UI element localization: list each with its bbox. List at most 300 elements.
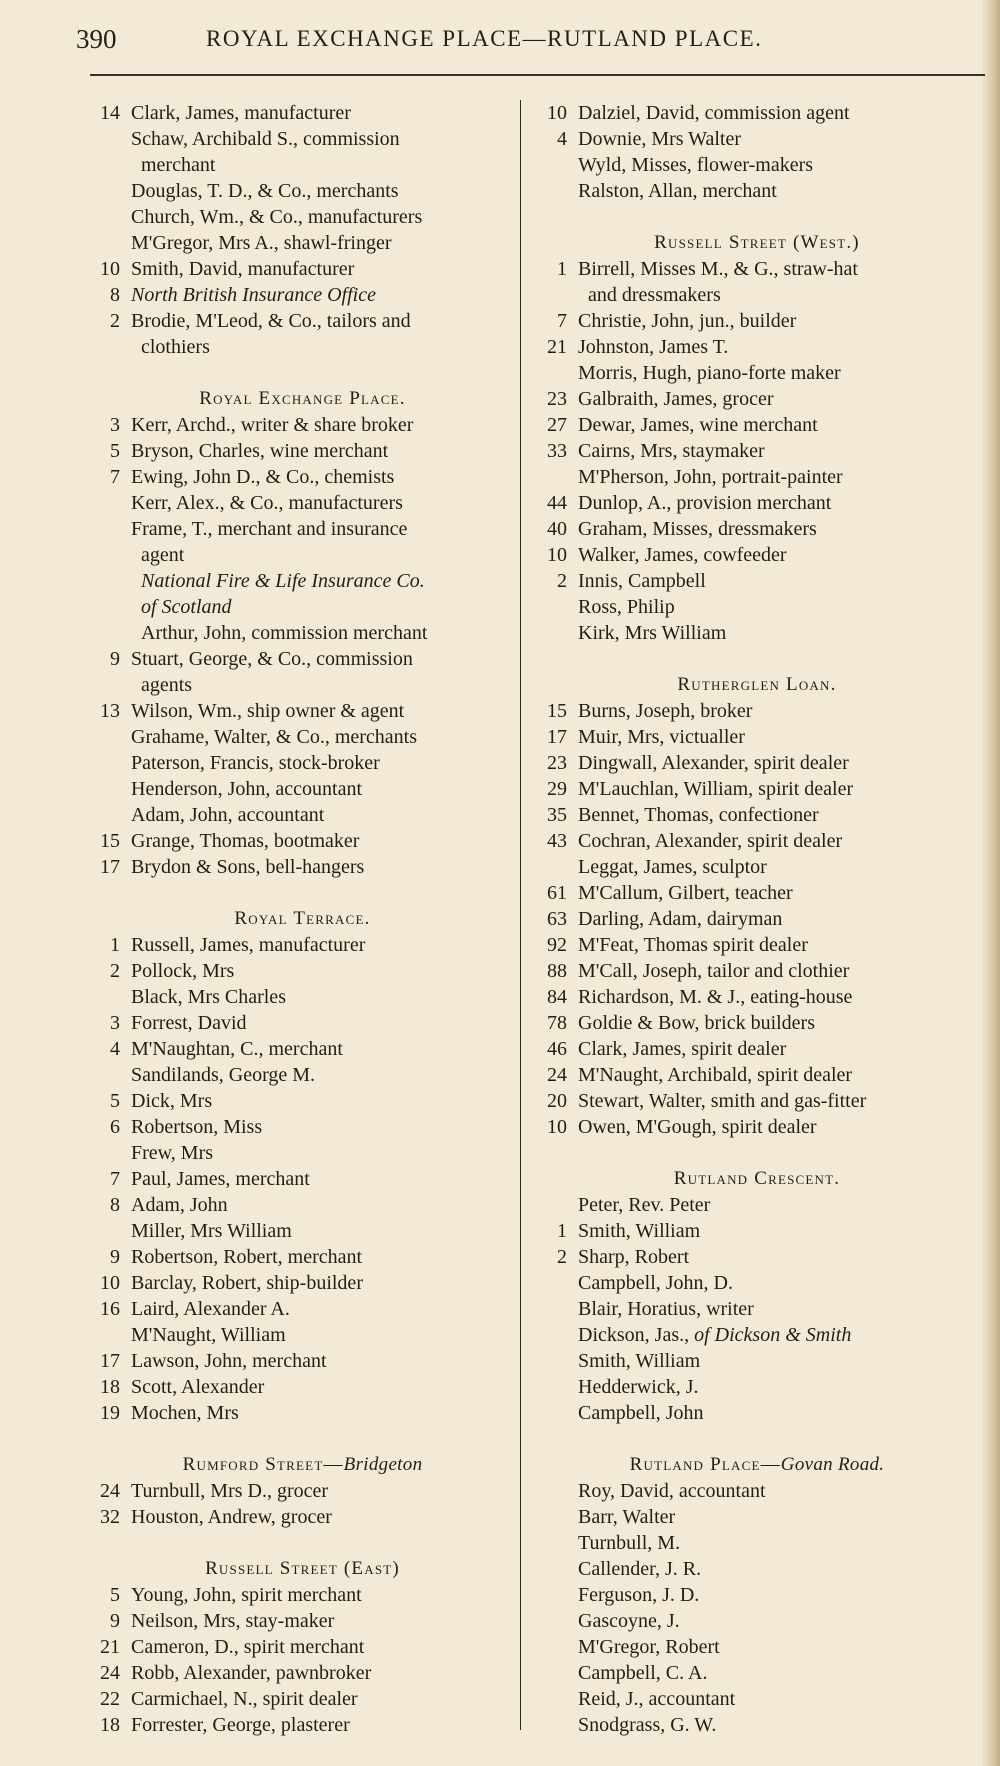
entry-name: Grahame, Walter, & Co., merchants: [131, 726, 418, 748]
house-number: 24: [547, 1064, 567, 1086]
directory-entry: [90, 958, 515, 984]
entry-name: Ross, Philip: [578, 596, 675, 618]
directory-entry: [537, 1504, 977, 1530]
entry-name: Barclay, Robert, ship-builder: [131, 1272, 363, 1294]
house-number: 46: [547, 1038, 567, 1060]
directory-entry: [90, 1270, 515, 1296]
entry-text: [131, 1608, 334, 1634]
directory-entry: [90, 1322, 515, 1348]
entry-name: Hedderwick, J.: [578, 1376, 699, 1398]
house-number: 1: [557, 258, 567, 280]
entry-name: Adam, John, accountant: [131, 804, 325, 826]
entry-text: [131, 1582, 362, 1608]
house-number: 9: [110, 1246, 120, 1268]
directory-entry: [537, 308, 977, 334]
entry-text: [578, 126, 741, 152]
entry-text: [131, 282, 376, 308]
house-number: 43: [547, 830, 567, 852]
entry-text: [578, 1582, 699, 1608]
entry-text: [131, 1296, 290, 1322]
street-heading: [537, 1166, 977, 1192]
entry-text: [578, 1504, 675, 1530]
street-heading-text: Russell Street (West.): [654, 232, 860, 253]
directory-entry: [537, 776, 977, 802]
entry-name: Darling, Adam, dairyman: [578, 908, 783, 930]
entry-name: and dressmakers: [588, 284, 721, 306]
entry-name: Burns, Joseph, broker: [578, 700, 753, 722]
entry-name: Mochen, Mrs: [131, 1402, 239, 1424]
entry-text: [578, 1478, 766, 1504]
house-number: 3: [110, 414, 120, 436]
street-heading-district: Bridgeton: [343, 1454, 423, 1475]
directory-entry: [537, 1582, 977, 1608]
directory-entry: [537, 750, 977, 776]
entry-text: [578, 1322, 851, 1348]
directory-entry: [537, 1712, 977, 1738]
house-number: 1: [110, 934, 120, 956]
house-number: 40: [547, 518, 567, 540]
entry-text: [131, 1400, 239, 1426]
entry-name: Kerr, Archd., writer & share broker: [131, 414, 414, 436]
entry-name: M'Gregor, Robert: [578, 1636, 720, 1658]
header-rule: [90, 74, 985, 76]
entry-text: [131, 256, 354, 282]
house-number: 10: [100, 1272, 120, 1294]
house-number: 2: [557, 570, 567, 592]
house-number: 19: [100, 1402, 120, 1424]
directory-entry: [537, 1270, 977, 1296]
directory-entry: [90, 750, 515, 776]
entry-text: [578, 1010, 815, 1036]
street-heading: [537, 230, 977, 256]
entry-text: [131, 412, 413, 438]
house-number: 6: [110, 1116, 120, 1138]
directory-entry: [537, 334, 977, 360]
directory-entry: [537, 152, 977, 178]
house-number: 16: [100, 1298, 120, 1320]
entry-text: [131, 1036, 343, 1062]
entry-name: Johnston, James T.: [578, 336, 729, 358]
entry-text: [578, 594, 675, 620]
entry-text: [578, 516, 817, 542]
house-number: 2: [110, 310, 120, 332]
entry-text: [578, 776, 853, 802]
directory-entry: [537, 1634, 977, 1660]
entry-text: [141, 620, 427, 646]
directory-entry: [90, 256, 515, 282]
house-number: 20: [547, 1090, 567, 1112]
entry-name: Graham, Misses, dressmakers: [578, 518, 817, 540]
entry-name: Kirk, Mrs William: [578, 622, 727, 644]
entry-name: Miller, Mrs William: [131, 1220, 292, 1242]
directory-entry: [90, 1036, 515, 1062]
entry-name: Dewar, James, wine merchant: [578, 414, 818, 436]
directory-entry: [90, 1140, 515, 1166]
entry-text: [131, 958, 234, 984]
entry-name: Carmichael, N., spirit dealer: [131, 1688, 358, 1710]
entry-name: Robertson, Miss: [131, 1116, 263, 1138]
house-number: 9: [110, 648, 120, 670]
entry-text: [578, 958, 849, 984]
entry-name: Paterson, Francis, stock-broker: [131, 752, 380, 774]
entry-text: [578, 1296, 754, 1322]
directory-entry: [90, 1166, 515, 1192]
house-number: 88: [547, 960, 567, 982]
entry-name: Henderson, John, accountant: [131, 778, 363, 800]
directory-entry: [537, 1010, 977, 1036]
directory-entry: [90, 932, 515, 958]
house-number: 1: [557, 1220, 567, 1242]
entry-name: M'Naught, Archibald, spirit dealer: [578, 1064, 853, 1086]
directory-entry: [90, 776, 515, 802]
entry-name: Callender, J. R.: [578, 1558, 702, 1580]
entry-name: Galbraith, James, grocer: [578, 388, 774, 410]
directory-entry: [90, 516, 515, 542]
entry-text: [131, 828, 359, 854]
directory-entry: [90, 828, 515, 854]
house-number: 24: [100, 1480, 120, 1502]
directory-entry: [537, 802, 977, 828]
house-number: 4: [557, 128, 567, 150]
directory-entry: [537, 932, 977, 958]
entry-text: [131, 776, 362, 802]
house-number: 9: [110, 1610, 120, 1632]
entry-text: [578, 152, 813, 178]
entry-text: [578, 1244, 689, 1270]
house-number: 10: [547, 544, 567, 566]
directory-entry: [90, 490, 515, 516]
street-heading-text: Royal Exchange Place.: [199, 388, 406, 409]
directory-entry: [90, 1296, 515, 1322]
directory-entry: [537, 360, 977, 386]
entry-text: [578, 1400, 704, 1426]
directory-entry: [537, 256, 977, 282]
directory-entry: [537, 698, 977, 724]
entry-continuation: [537, 282, 977, 308]
entry-text: [131, 490, 403, 516]
directory-entry: [537, 1218, 977, 1244]
running-head: ROYAL EXCHANGE PLACE—RUTLAND PLACE.: [206, 26, 763, 51]
entry-continuation: [90, 152, 515, 178]
entry-name: Brodie, M'Leod, & Co., tailors and: [131, 310, 411, 332]
entry-name: Frame, T., merchant and insurance: [131, 518, 408, 540]
directory-entry: [90, 802, 515, 828]
entry-name: Reid, J., accountant: [578, 1688, 736, 1710]
entry-text: [578, 880, 793, 906]
directory-entry: [90, 724, 515, 750]
entry-name: Muir, Mrs, victualler: [578, 726, 745, 748]
directory-entry: [90, 126, 515, 152]
house-number: 33: [547, 440, 567, 462]
house-number: 15: [547, 700, 567, 722]
directory-entry: [90, 1660, 515, 1686]
house-number: 2: [110, 960, 120, 982]
entry-text: [578, 438, 765, 464]
entry-text: [131, 178, 399, 204]
directory-entry: [90, 646, 515, 672]
entry-text: [131, 1088, 212, 1114]
entry-text: [578, 1348, 700, 1374]
entry-text: [131, 1686, 358, 1712]
entry-name: Grange, Thomas, bootmaker: [131, 830, 360, 852]
entry-name: Turnbull, Mrs D., grocer: [131, 1480, 329, 1502]
house-number: 4: [110, 1038, 120, 1060]
entry-text: [578, 1660, 707, 1686]
directory-entry: [537, 958, 977, 984]
house-number: 23: [547, 388, 567, 410]
entry-name: Ralston, Allan, merchant: [578, 180, 777, 202]
entry-text: [131, 1192, 228, 1218]
entry-name: Roy, David, accountant: [578, 1480, 766, 1502]
entry-text: [131, 204, 422, 230]
entry-name: Dunlop, A., provision merchant: [578, 492, 832, 514]
entry-continuation: [90, 334, 515, 360]
house-number: 18: [100, 1714, 120, 1736]
entry-text: [578, 698, 752, 724]
entry-name: M'Pherson, John, portrait-painter: [578, 466, 843, 488]
entry-text: [578, 308, 796, 334]
entry-name: Church, Wm., & Co., manufacturers: [131, 206, 423, 228]
entry-text: [131, 438, 388, 464]
directory-entry: [537, 594, 977, 620]
directory-entry: [537, 1400, 977, 1426]
entry-name: Cameron, D., spirit merchant: [131, 1636, 365, 1658]
entry-text: [131, 1062, 315, 1088]
directory-entry: [90, 1712, 515, 1738]
street-heading: [537, 1452, 977, 1478]
house-number: 23: [547, 752, 567, 774]
entry-name: M'Callum, Gilbert, teacher: [578, 882, 793, 904]
house-number: 44: [547, 492, 567, 514]
house-number: 5: [110, 440, 120, 462]
entry-name: Robb, Alexander, pawnbroker: [131, 1662, 372, 1684]
entry-text: [578, 334, 728, 360]
entry-name: agent: [141, 544, 185, 566]
entry-text: [131, 1374, 264, 1400]
entry-text: [578, 1218, 700, 1244]
entry-name: Smith, David, manufacturer: [131, 258, 355, 280]
entry-text: [131, 802, 324, 828]
entry-text: [131, 750, 380, 776]
house-number: 7: [110, 1168, 120, 1190]
entry-text: [588, 282, 721, 308]
entry-name: Wilson, Wm., ship owner & agent: [131, 700, 405, 722]
directory-entry: [90, 1010, 515, 1036]
entry-text: [578, 1634, 720, 1660]
entry-name: Owen, M'Gough, spirit dealer: [578, 1116, 817, 1138]
entry-text: [578, 1192, 710, 1218]
entry-text: [578, 1608, 680, 1634]
entry-name: Cairns, Mrs, staymaker: [578, 440, 765, 462]
house-number: 17: [547, 726, 567, 748]
house-number: 8: [110, 284, 120, 306]
street-heading-text: Rutherglen Loan.: [677, 674, 837, 695]
directory-entry: [90, 698, 515, 724]
entry-name: M'Call, Joseph, tailor and clothier: [578, 960, 850, 982]
house-number: 14: [100, 102, 120, 124]
entry-text: [578, 490, 831, 516]
entry-text: [578, 906, 782, 932]
directory-entry: [537, 568, 977, 594]
house-number: 10: [547, 102, 567, 124]
directory-entry: [537, 1556, 977, 1582]
directory-entry: [537, 854, 977, 880]
entry-name: Laird, Alexander A.: [131, 1298, 290, 1320]
entry-name: Lawson, John, merchant: [131, 1350, 327, 1372]
entry-text: [141, 152, 215, 178]
entry-name: Innis, Campbell: [578, 570, 706, 592]
entry-text: [578, 932, 808, 958]
directory-entry: [537, 1348, 977, 1374]
entry-text: [578, 412, 818, 438]
entry-name: Peter, Rev. Peter: [578, 1194, 711, 1216]
entry-text: [578, 1088, 866, 1114]
entry-text: [578, 1556, 701, 1582]
entry-name: Leggat, James, sculptor: [578, 856, 767, 878]
entry-name: M'Lauchlan, William, spirit dealer: [578, 778, 854, 800]
entry-text: [141, 672, 192, 698]
house-number: 7: [110, 466, 120, 488]
directory-entry: [537, 828, 977, 854]
directory-entry: [537, 1114, 977, 1140]
entry-name: Ferguson, J. D.: [578, 1584, 700, 1606]
entry-name: Cochran, Alexander, spirit dealer: [578, 830, 843, 852]
directory-entry: [537, 100, 977, 126]
entry-text: [578, 802, 819, 828]
directory-entry: [537, 438, 977, 464]
entry-name: Barr, Walter: [578, 1506, 676, 1528]
house-number: 5: [110, 1090, 120, 1112]
book-spine-edge: [982, 0, 1000, 1766]
entry-name: merchant: [141, 154, 216, 176]
directory-entry: [537, 880, 977, 906]
entry-text: [131, 1634, 364, 1660]
entry-text: [131, 698, 404, 724]
entry-text: [131, 1244, 362, 1270]
entry-text: [578, 1036, 786, 1062]
entry-name: Neilson, Mrs, stay-maker: [131, 1610, 335, 1632]
house-number: 10: [100, 258, 120, 280]
entry-name: agents: [141, 674, 193, 696]
directory-entry: [537, 126, 977, 152]
directory-entry: [90, 438, 515, 464]
directory-entry: [90, 1062, 515, 1088]
house-number: 3: [110, 1012, 120, 1034]
directory-entry: [90, 178, 515, 204]
entry-text: [131, 1712, 350, 1738]
directory-entry: [537, 620, 977, 646]
entry-text: [131, 1478, 328, 1504]
entry-name: Campbell, John, D.: [578, 1272, 733, 1294]
entry-name: Pollock, Mrs: [131, 960, 235, 982]
directory-entry: [537, 386, 977, 412]
entry-text: [578, 1062, 852, 1088]
entry-text: [578, 100, 850, 126]
left-column: [90, 100, 515, 1738]
entry-continuation: [90, 568, 515, 594]
entry-name: Stuart, George, & Co., commission: [131, 648, 413, 670]
entry-text: [578, 1374, 699, 1400]
entry-name: Paul, James, merchant: [131, 1168, 310, 1190]
house-number: 5: [110, 1584, 120, 1606]
entry-text: [578, 620, 726, 646]
directory-entry: [90, 100, 515, 126]
entry-name: Kerr, Alex., & Co., manufacturers: [131, 492, 403, 514]
entry-name: Campbell, C. A.: [578, 1662, 708, 1684]
house-number: 32: [100, 1506, 120, 1528]
entry-text: [578, 360, 841, 386]
entry-text: [578, 1530, 680, 1556]
entry-text: [131, 230, 392, 256]
house-number: 10: [547, 1116, 567, 1138]
entry-text: [141, 542, 184, 568]
street-heading-text: Rutland Place—: [629, 1454, 781, 1475]
entry-name: Downie, Mrs Walter: [578, 128, 741, 150]
directory-entry: [537, 1608, 977, 1634]
entry-name: M'Feat, Thomas spirit dealer: [578, 934, 808, 956]
directory-entry: [537, 464, 977, 490]
entry-text: [578, 1270, 733, 1296]
directory-entry: [90, 1348, 515, 1374]
directory-entry: [537, 1530, 977, 1556]
entry-name: of Scotland: [141, 596, 232, 618]
directory-entry: [90, 1114, 515, 1140]
entry-text: [578, 750, 849, 776]
directory-entry: [537, 1686, 977, 1712]
entry-name: Walker, James, cowfeeder: [578, 544, 787, 566]
directory-entry: [90, 1686, 515, 1712]
entry-text: [578, 464, 843, 490]
directory-entry: [537, 1062, 977, 1088]
entry-continuation: [90, 672, 515, 698]
entry-name: clothiers: [141, 336, 210, 358]
entry-text: [131, 854, 364, 880]
directory-entry: [90, 1504, 515, 1530]
entry-name: Robertson, Robert, merchant: [131, 1246, 363, 1268]
house-number: 17: [100, 856, 120, 878]
directory-entry: [90, 1192, 515, 1218]
street-heading-text: Rumford Street—: [182, 1454, 344, 1475]
entry-name: Houston, Andrew, grocer: [131, 1506, 332, 1528]
entry-text: [131, 1140, 213, 1166]
directory-entry: [537, 542, 977, 568]
house-number: 21: [547, 336, 567, 358]
entry-name: Snodgrass, G. W.: [578, 1714, 717, 1736]
entry-name: M'Naughtan, C., merchant: [131, 1038, 343, 1060]
entry-text: [578, 386, 773, 412]
entry-name: Sandilands, George M.: [131, 1064, 316, 1086]
directory-entry: [537, 1296, 977, 1322]
entry-name: Smith, William: [578, 1220, 701, 1242]
directory-entry: [90, 1400, 515, 1426]
entry-name: Bryson, Charles, wine merchant: [131, 440, 389, 462]
directory-entry: [90, 984, 515, 1010]
house-number: 84: [547, 986, 567, 1008]
house-number: 2: [557, 1246, 567, 1268]
entry-name: M'Gregor, Mrs A., shawl-fringer: [131, 232, 392, 254]
entry-text: [131, 308, 411, 334]
house-number: 13: [100, 700, 120, 722]
entry-text: [578, 984, 852, 1010]
house-number: 27: [547, 414, 567, 436]
entry-text: [141, 568, 425, 594]
street-heading-district: Govan Road.: [780, 1454, 885, 1475]
entry-text: [578, 724, 745, 750]
directory-entry: [90, 1218, 515, 1244]
house-number: 7: [557, 310, 567, 332]
entry-continuation: [90, 594, 515, 620]
house-number: 35: [547, 804, 567, 826]
